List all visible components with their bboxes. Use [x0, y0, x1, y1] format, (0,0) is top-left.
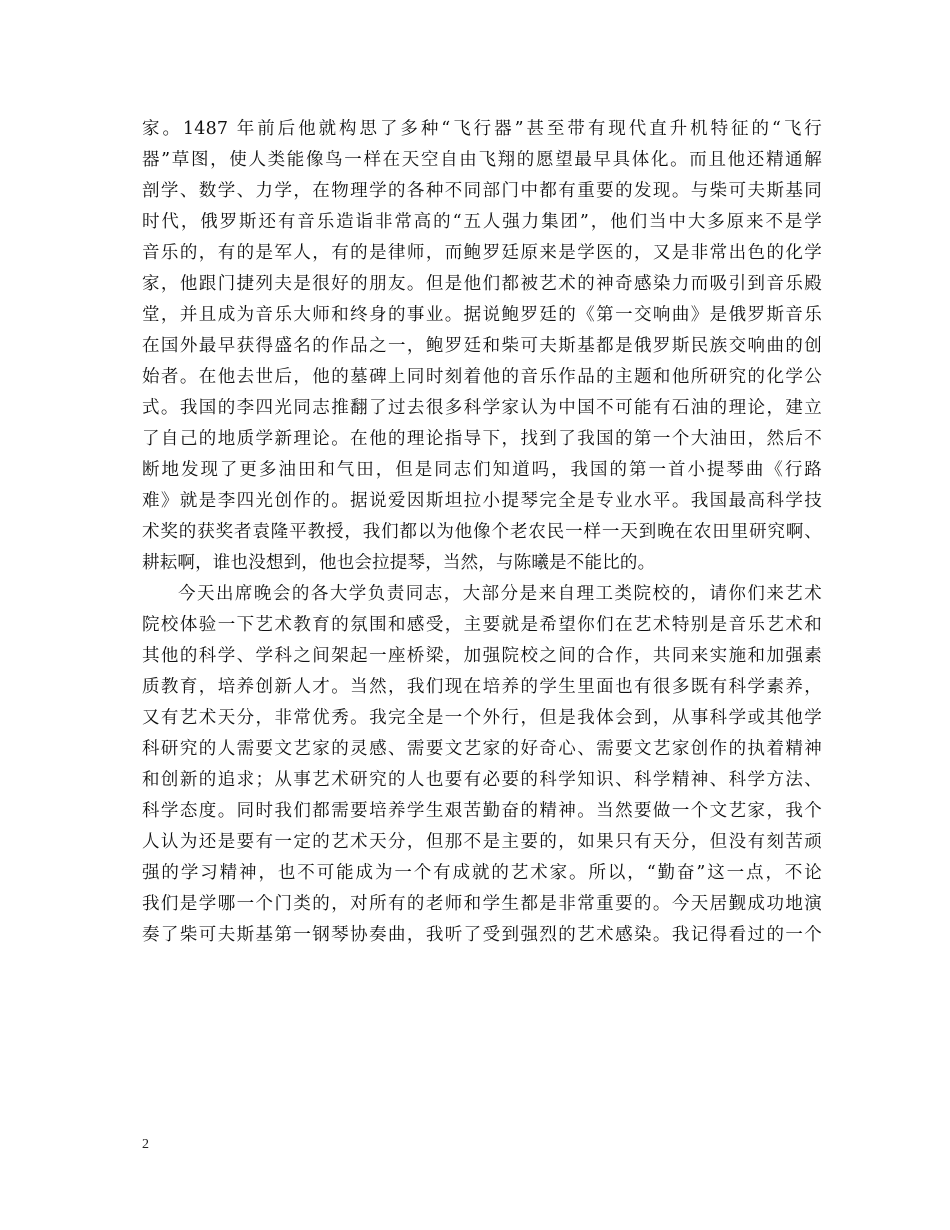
text-line: 人认为还是要有一定的艺术天分，但那不是主要的，如果只有天分，但没有刻苦顽	[142, 832, 822, 852]
text-line: 质教育，培养创新人才。当然，我们现在培养的学生里面也有很多既有科学素养，	[142, 677, 822, 697]
text-line: 术奖的获奖者袁隆平教授，我们都以为他像个老农民一样一天到晚在农田里研究啊、	[142, 522, 822, 542]
text-line: 今天出席晚会的各大学负责同志，大部分是来自理工类院校的，请你们来艺术	[178, 584, 822, 604]
text-line: 奏了柴可夫斯基第一钢琴协奏曲，我听了受到强烈的艺术感染。我记得看过的一个	[142, 925, 822, 945]
text-line: 器”草图，使人类能像鸟一样在天空自由飞翔的愿望最早具体化。而且他还精通解	[142, 150, 822, 170]
text-line: 其他的科学、学科之间架起一座桥梁，加强院校之间的合作，共同来实施和加强素	[142, 646, 822, 666]
text-line: 家。1487 年前后他就构思了多种“飞行器”甚至带有现代直升机特征的“飞行	[142, 119, 822, 139]
text-line: 难》就是李四光创作的。据说爱因斯坦拉小提琴完全是专业水平。我国最高科学技	[142, 491, 822, 511]
paragraph-2	[142, 579, 822, 951]
text-line: 剖学、数学、力学，在物理学的各种不同部门中都有重要的发现。与柴可夫斯基同	[142, 181, 822, 201]
text-line: 了自己的地质学新理论。在他的理论指导下，找到了我国的第一个大油田，然后不	[142, 429, 822, 449]
text-line: 始者。在他去世后，他的墓碑上同时刻着他的音乐作品的主题和他所研究的化学公	[142, 367, 822, 387]
text-line: 又有艺术天分，非常优秀。我完全是一个外行，但是我体会到，从事科学或其他学	[142, 708, 822, 728]
text-line: 院校体验一下艺术教育的氛围和感受，主要就是希望你们在艺术特别是音乐艺术和	[142, 615, 822, 635]
text-line: 时代，俄罗斯还有音乐造诣非常高的“五人强力集团”，他们当中大多原来不是学	[142, 212, 822, 232]
text-line: 断地发现了更多油田和气田，但是同志们知道吗，我国的第一首小提琴曲《行路	[142, 460, 822, 480]
paragraph-1	[142, 114, 822, 579]
text-line: 堂，并且成为音乐大师和终身的事业。据说鲍罗廷的《第一交响曲》是俄罗斯音乐	[142, 305, 822, 325]
text-line: 科学态度。同时我们都需要培养学生艰苦勤奋的精神。当然要做一个文艺家，我个	[142, 801, 822, 821]
text-line: 强的学习精神，也不可能成为一个有成就的艺术家。所以，“勤奋”这一点，不论	[142, 863, 822, 883]
text-line: 耕耘啊，谁也没想到，他也会拉提琴，当然，与陈曦是不能比的。	[142, 553, 656, 573]
text-line: 家，他跟门捷列夫是很好的朋友。但是他们都被艺术的神奇感染力而吸引到音乐殿	[142, 274, 822, 294]
text-line: 音乐的，有的是军人，有的是律师，而鲍罗廷原来是学医的，又是非常出色的化学	[142, 243, 822, 263]
page-number: 2	[142, 1137, 149, 1152]
text-line: 在国外最早获得盛名的作品之一，鲍罗廷和柴可夫斯基都是俄罗斯民族交响曲的创	[142, 336, 822, 356]
text-line: 我们是学哪一个门类的，对所有的老师和学生都是非常重要的。今天居觐成功地演	[142, 894, 822, 914]
text-line: 和创新的追求；从事艺术研究的人也要有必要的科学知识、科学精神、科学方法、	[142, 770, 822, 790]
body-text	[142, 114, 822, 951]
text-line: 科研究的人需要文艺家的灵感、需要文艺家的好奇心、需要文艺家创作的执着精神	[142, 739, 822, 759]
text-line: 式。我国的李四光同志推翻了过去很多科学家认为中国不可能有石油的理论，建立	[142, 398, 822, 418]
